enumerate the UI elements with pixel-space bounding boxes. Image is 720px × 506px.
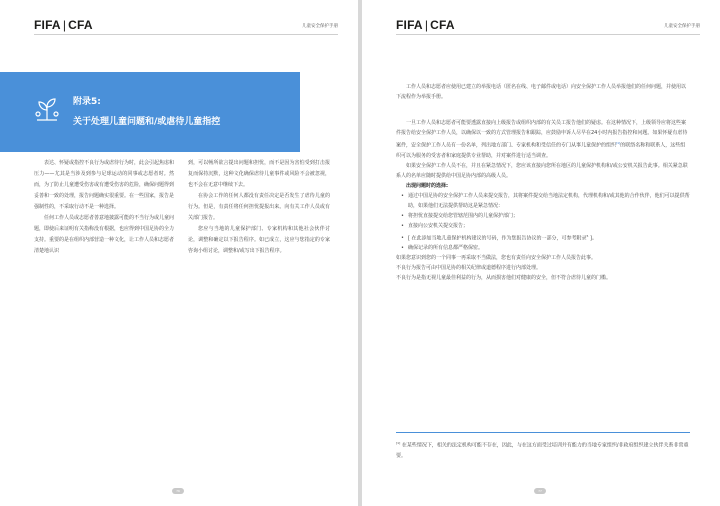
header-title: 儿童安全保护手册 xyxy=(302,24,338,29)
appendix-title: 关于处理儿童问题和/或虐待儿童指控 xyxy=(73,117,221,127)
paragraph: 在协会工作的任何人都没有责任决定是否发生了虐待儿童的行为。但是，有责任将任何担忧提报出来。向有关工作人员或有关部门报告。 xyxy=(188,193,330,221)
paragraph: 表达、怀疑或指控不良行为或虐待行为时，此会引起焦虑和压力——尤其是当涉及到参与足球运动的同事或志愿者时。然而，为了防止儿童遭受伤害或有遭受伤害的危险，确保问题得到妥善和一致的处理，报告问题确实很重要。在一些国家，报告是强制性的，不采取行动不是一种选择。 xyxy=(34,160,175,210)
paragraph: 一旦工作人员和志愿者可能要透露直接向上级报告或组织内部的有关员工报告他们的疑虑。在这种情况下，上级领导应将这些案件报告给安全保护工作人员，以确保以一致的方式管理报告和跟踪，应鼓励申诉人尽早在24小时内报告指控和问题。如果怀疑有虐待案件，安全保护工作人员有一份名单，列出地方部门、专家机构和受信任的专门从事儿童保护的组织[1]的联络名称和联系人，这些组织可以为服务的受害者和家庭提供专业帮助，并对案件进行适当调查。 xyxy=(396,120,688,159)
paragraph: 如果安全保护工作人员不在，并且在紧急情况下，您应该直接向您所在地区的儿童保护机构和/或公安机关报告此事。相关紧急联系人的名单应随时提供给中国足协内部的高级人员。 xyxy=(396,162,688,179)
list-item: • [ 在此添加当地儿童保护机构建议的号码，作为您报告协议的一部分，可参考附录$^5$ ]。 xyxy=(408,231,690,244)
appendix-label: 附录5: xyxy=(73,97,101,107)
left-page xyxy=(0,0,358,506)
right-page xyxy=(362,0,720,506)
fifa-cfa-logo: FIFA | CFA xyxy=(396,18,455,32)
header-title: 儿童安全保护手册 xyxy=(664,24,700,29)
list-item: • 直接向公安机关提交报告； xyxy=(408,221,690,231)
footnote-divider xyxy=(396,432,690,433)
page-number: 77 xyxy=(534,488,546,494)
left-column-2 xyxy=(188,158,330,257)
intro-paragraph: 工作人员和志愿者应使用已建立的举报电话（匿名在线、电子邮件或电话）向安全保护工作人员举报他们的任何问题，并使用以下流程作为举报手册。 xyxy=(396,84,687,100)
list-item: • 将担忧直接提交给您管辖范围内的儿童保护部门； xyxy=(408,211,690,221)
paragraph: 到，可以畅所欲言提出问题和担忧，而不是因为害怕受到打击报复而保持沉默，这种文化确保虐待儿童事件或风险不会被忽视，也不会在无意中继续下去。 xyxy=(188,160,330,188)
right-body xyxy=(396,118,690,283)
options-list xyxy=(396,191,690,254)
list-item: • 通过中国足协的安全保护工作人员来提交报告，其将案件提交给当地法定机构，代理机构和/或其他的合作伙伴，他们可以提供帮助，如果他们无法提供帮助这是紧急情况： xyxy=(408,191,690,211)
paragraph: 不良行为报告可由中国足协的相关纪律或道德程序进行内部处理。 xyxy=(396,265,542,272)
footnote: [1] 在某些情况下，相关的法定机构可能不存在，因此，与在这方面受过培训并有能力的当地专家组织/非政府组织建立伙伴关系非常重要。 xyxy=(396,441,689,459)
paragraph: 如果您意识到您的一个同事一再采取不当做法，您也有责任向安全保护工作人员报告此事。 xyxy=(396,255,597,262)
paragraph: 任何工作人员或志愿者善意地披露可能的不当行为或儿童问题，即使后来证明有关指称没有根据，也应得到中国足协的全力支持。重要的是在组织内部营造一种文化，让工作人员和志愿者清楚地认识 xyxy=(34,215,175,254)
page-number: 76 xyxy=(172,488,184,494)
left-column-1 xyxy=(34,158,174,257)
fifa-cfa-logo: FIFA | CFA xyxy=(34,18,93,32)
appendix-banner xyxy=(0,72,300,152)
right-header xyxy=(396,18,700,35)
list-item: • 确保记录的所有信息都严格保密。 xyxy=(408,243,690,253)
growth-plant-icon xyxy=(32,92,62,124)
options-title: 出现问题时的选择: xyxy=(406,182,449,189)
paragraph: 不良行为是指无视儿童最佳利益的行为，从而损害他们对健康的安全，但不符合虐待儿童的门槛。 xyxy=(396,275,612,282)
left-header xyxy=(34,18,338,35)
paragraph: 您应与当地的儿童保护部门、专家机构和其他社会伙伴讨论，调整和确定以下报告程序。如已成立，这应与您指定的专家咨询小组讨论，调整和/或写出下报告程序。 xyxy=(188,226,330,254)
